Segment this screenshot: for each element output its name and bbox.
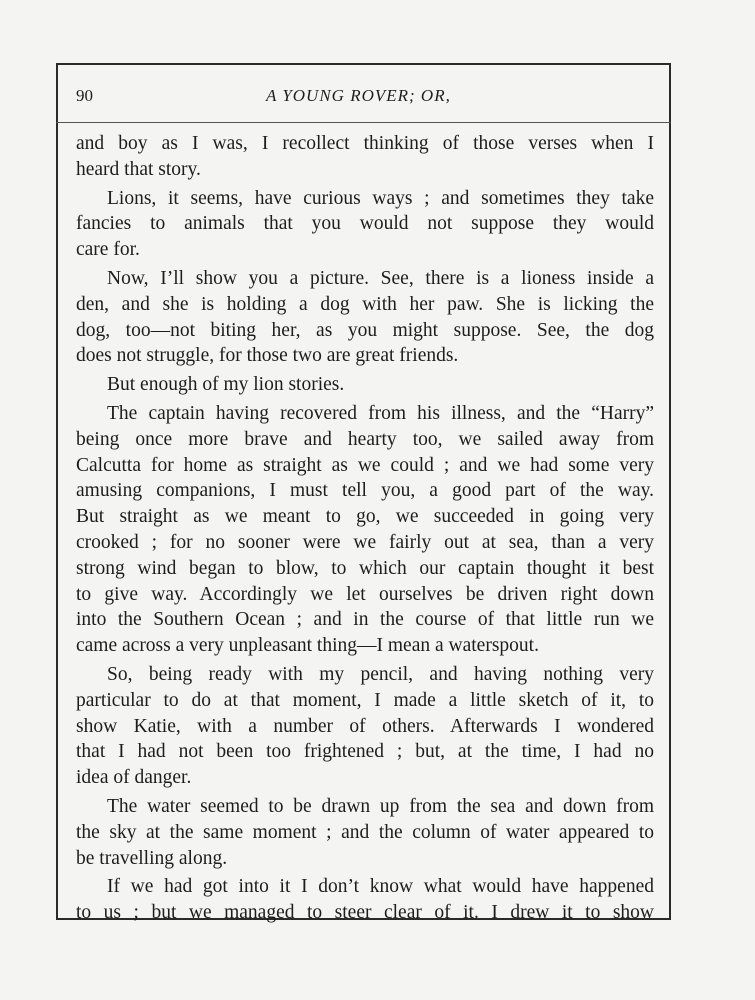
text-line: be travelling along. [76, 847, 228, 869]
page-header [76, 86, 654, 110]
text-line: If we had got into it I don’t know what would have happened [107, 876, 654, 898]
paragraph [76, 131, 654, 183]
header-rule [56, 122, 671, 123]
paragraph [76, 401, 654, 659]
text-line: strong wind began to blow, to which our captain thought it best [76, 557, 654, 579]
text-line: The captain having recovered from his illness, and the “Harry” [107, 402, 654, 424]
paragraph [76, 794, 654, 871]
text-line: heard that story. [76, 158, 201, 180]
text-line: crooked ; for no sooner were we fairly out at sea, than a very [76, 531, 654, 553]
text-line: But straight as we meant to go, we succeeded in going very [76, 506, 654, 528]
text-line: particular to do at that moment, I made a little sketch of it, to [76, 689, 654, 711]
text-line: Lions, it seems, have curious ways ; and sometimes they take [107, 187, 654, 209]
text-line: being once more brave and hearty too, we sailed away from [76, 428, 654, 450]
text-line: fancies to animals that you would not suppose they would [76, 213, 654, 235]
paragraph [76, 372, 654, 398]
body-text [76, 131, 654, 926]
text-line: idea of danger. [76, 767, 192, 789]
text-line: came across a very unpleasant thing—I mean a waterspout. [76, 635, 539, 657]
text-line: that I had not been too frightened ; but, at the time, I had no [76, 741, 654, 763]
text-line: does not struggle, for those two are great friends. [76, 345, 459, 367]
text-line: Now, I’ll show you a picture. See, there is a lioness inside a [107, 267, 654, 289]
text-line: the sky at the same moment ; and the column of water appeared to [76, 821, 654, 843]
paragraph [76, 186, 654, 263]
text-line: amusing companions, I must tell you, a good part of the way. [76, 480, 654, 502]
text-line: to give way. Accordingly we let ourselves be driven right down [76, 583, 654, 605]
paragraph [76, 874, 654, 926]
page-number: 90 [76, 86, 93, 105]
text-line: to us ; but we managed to steer clear of it. I drew it to show [76, 902, 654, 924]
text-line: So, being ready with my pencil, and having nothing very [107, 663, 654, 685]
text-line: den, and she is holding a dog with her paw. She is licking the [76, 293, 654, 315]
text-line: Calcutta for home as straight as we could ; and we had some very [76, 454, 654, 476]
paragraph [76, 266, 654, 369]
text-line: and boy as I was, I recollect thinking of those verses when I [76, 133, 654, 154]
text-line: show Katie, with a number of others. Afterwards I wondered [76, 715, 654, 737]
paragraph [76, 662, 654, 791]
text-line: care for. [76, 239, 140, 261]
text-line: into the Southern Ocean ; and in the course of that little run we [76, 609, 654, 631]
text-line: The water seemed to be drawn up from the sea and down from [107, 795, 654, 817]
text-line: But enough of my lion stories. [107, 374, 345, 396]
text-line: dog, too—not biting her, as you might suppose. See, the dog [76, 319, 654, 341]
running-title: A YOUNG ROVER; OR, [266, 86, 451, 105]
